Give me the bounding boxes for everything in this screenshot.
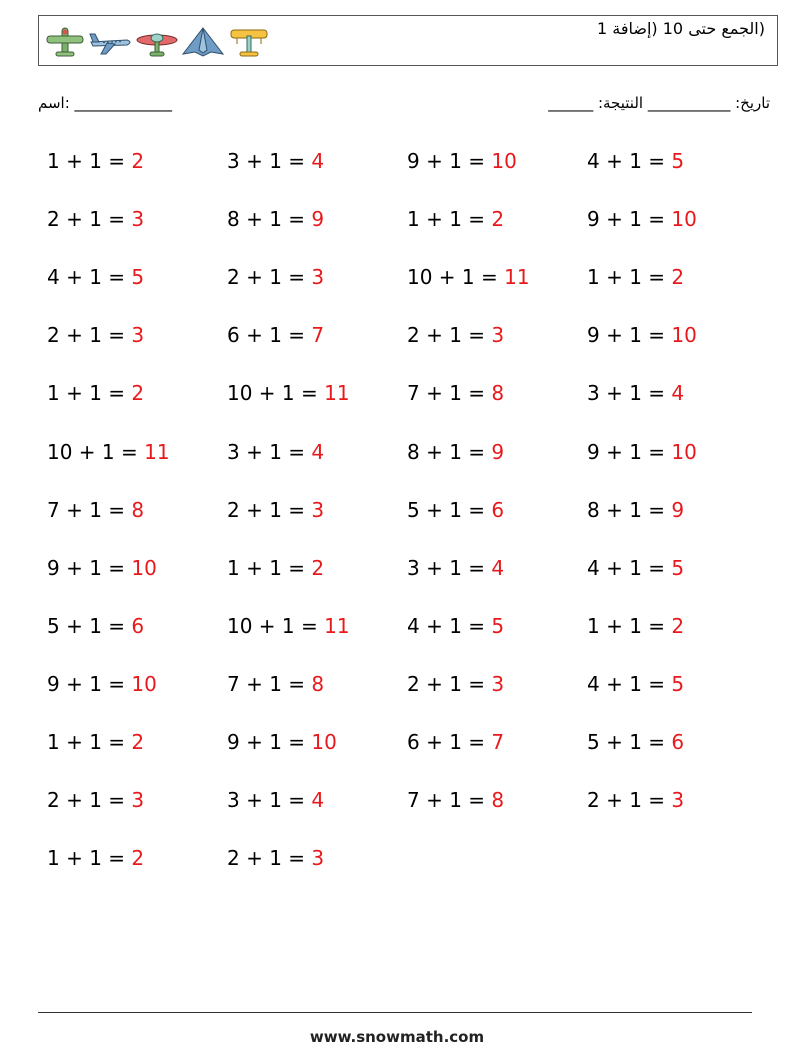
- problem-question: 10 + 1 =: [227, 613, 325, 638]
- problem-item: [407, 262, 530, 292]
- problem-item: [47, 437, 170, 467]
- problem-answer: 5: [491, 613, 505, 638]
- problem-question: 6 + 1 =: [407, 730, 492, 754]
- problem-question: 8 + 1 =: [227, 207, 312, 232]
- problem-question: 9 + 1 =: [47, 555, 132, 580]
- problem-answer: 10: [671, 323, 697, 348]
- problem-question: 5 + 1 =: [47, 613, 132, 638]
- problem-question: 9 + 1 =: [47, 671, 132, 696]
- problem-question: 1 + 1 =: [587, 265, 672, 290]
- problem-answer: 2: [131, 149, 145, 173]
- problem-item: [407, 669, 504, 699]
- problem-question: 9 + 1 =: [587, 439, 672, 464]
- problem-answer: 3: [491, 323, 505, 348]
- problem-answer: 5: [131, 265, 145, 290]
- problem-question: 4 + 1 =: [47, 265, 132, 290]
- problem-answer: 10: [491, 149, 517, 173]
- problem-question: 1 + 1 =: [47, 730, 132, 754]
- footer-url: www.snowmath.com: [309, 1028, 485, 1046]
- problem-answer: 8: [131, 497, 145, 522]
- problem-item: [227, 437, 324, 467]
- problem-item: [587, 204, 697, 234]
- problem-item: [407, 204, 504, 234]
- problem-answer: 9: [491, 439, 505, 464]
- problem-item: [47, 495, 144, 525]
- problem-item: [407, 437, 504, 467]
- problem-answer: 3: [131, 207, 145, 232]
- problem-item: [227, 785, 324, 815]
- problem-answer: 6: [671, 730, 685, 754]
- problem-answer: 2: [131, 730, 145, 754]
- yellow-biplane-icon: [227, 22, 271, 62]
- worksheet-title: (الجمع حتى 10 (إضافة 1: [597, 19, 765, 38]
- problem-answer: 9: [671, 497, 685, 522]
- problem-item: [407, 146, 517, 176]
- problem-item: [587, 378, 684, 408]
- problem-item: [227, 553, 324, 583]
- blue-jet-airplane-icon: [89, 22, 133, 62]
- problem-answer: 8: [491, 381, 505, 406]
- problem-answer: 2: [131, 381, 145, 406]
- problem-item: [587, 437, 697, 467]
- problem-question: 9 + 1 =: [587, 323, 672, 348]
- problem-item: [587, 320, 697, 350]
- problem-item: [587, 669, 684, 699]
- problem-item: [407, 611, 504, 641]
- problem-question: 9 + 1 =: [227, 730, 312, 754]
- problem-item: [47, 553, 157, 583]
- problem-question: 2 + 1 =: [227, 265, 312, 290]
- footer-divider: [38, 1012, 752, 1013]
- problem-answer: 3: [311, 497, 325, 522]
- problem-answer: 10: [671, 439, 697, 464]
- problem-question: 4 + 1 =: [587, 149, 672, 173]
- problem-item: [47, 785, 144, 815]
- problem-answer: 3: [131, 788, 145, 813]
- problem-question: 3 + 1 =: [227, 149, 312, 173]
- problem-answer: 6: [131, 613, 145, 638]
- problem-answer: 2: [311, 555, 325, 580]
- problem-question: 7 + 1 =: [407, 381, 492, 406]
- problem-answer: 8: [311, 671, 325, 696]
- problem-answer: 10: [131, 671, 157, 696]
- problem-question: 7 + 1 =: [47, 497, 132, 522]
- problem-item: [587, 611, 684, 641]
- problem-question: 3 + 1 =: [227, 788, 312, 813]
- problem-answer: 4: [491, 555, 505, 580]
- problem-item: [407, 378, 504, 408]
- problem-answer: 5: [671, 555, 685, 580]
- problem-question: 3 + 1 =: [587, 381, 672, 406]
- problem-item: [47, 727, 144, 757]
- problem-question: 2 + 1 =: [47, 207, 132, 232]
- red-propeller-plane-icon: [135, 22, 179, 62]
- problem-answer: 4: [311, 149, 325, 173]
- problem-item: [587, 262, 684, 292]
- problem-answer: 6: [491, 497, 505, 522]
- problem-item: [407, 553, 504, 583]
- problem-question: 1 + 1 =: [587, 613, 672, 638]
- problem-item: [47, 262, 144, 292]
- problem-question: 4 + 1 =: [587, 555, 672, 580]
- problem-item: [587, 495, 684, 525]
- problem-answer: 7: [491, 730, 505, 754]
- problem-item: [587, 553, 684, 583]
- problem-item: [407, 320, 504, 350]
- problem-question: 2 + 1 =: [407, 323, 492, 348]
- header-icons: [43, 22, 271, 62]
- problem-question: 10 + 1 =: [227, 381, 325, 406]
- problem-question: 4 + 1 =: [587, 671, 672, 696]
- problem-answer: 10: [311, 730, 337, 754]
- problem-answer: 11: [504, 265, 530, 290]
- problem-question: 10 + 1 =: [407, 265, 505, 290]
- problem-item: [407, 727, 504, 757]
- problem-question: 1 + 1 =: [47, 846, 132, 871]
- problem-item: [47, 611, 144, 641]
- problem-answer: 3: [311, 265, 325, 290]
- problem-answer: 2: [131, 846, 145, 871]
- problem-answer: 3: [131, 323, 145, 348]
- problem-answer: 8: [491, 788, 505, 813]
- problem-answer: 2: [671, 265, 685, 290]
- problem-answer: 11: [144, 439, 170, 464]
- problem-item: [227, 843, 324, 873]
- problem-answer: 9: [311, 207, 325, 232]
- problem-item: [587, 785, 684, 815]
- problem-question: 2 + 1 =: [407, 671, 492, 696]
- problem-question: 8 + 1 =: [407, 439, 492, 464]
- problem-question: 8 + 1 =: [587, 497, 672, 522]
- problem-item: [227, 146, 324, 176]
- problem-question: 5 + 1 =: [407, 497, 492, 522]
- problem-answer: 5: [671, 671, 685, 696]
- problem-answer: 10: [131, 555, 157, 580]
- problem-question: 3 + 1 =: [407, 555, 492, 580]
- problem-answer: 3: [311, 846, 325, 871]
- problem-item: [227, 669, 324, 699]
- problem-item: [227, 378, 350, 408]
- problem-item: [47, 669, 157, 699]
- problem-question: 10 + 1 =: [47, 439, 145, 464]
- date-score-fields: ______ :تاريخ: ___________ النتيجة: [548, 94, 770, 112]
- problem-question: 1 + 1 =: [407, 207, 492, 232]
- problem-question: 9 + 1 =: [407, 149, 492, 173]
- problem-question: 6 + 1 =: [227, 323, 312, 348]
- problem-item: [47, 843, 144, 873]
- problem-answer: 4: [671, 381, 685, 406]
- problem-question: 9 + 1 =: [587, 207, 672, 232]
- problem-answer: 4: [311, 788, 325, 813]
- problem-answer: 2: [671, 613, 685, 638]
- problem-answer: 11: [324, 613, 350, 638]
- name-field: اسم: _____________: [38, 94, 173, 112]
- blue-stealth-bomber-icon: [181, 22, 225, 62]
- problem-item: [587, 727, 684, 757]
- problem-question: 1 + 1 =: [227, 555, 312, 580]
- problem-question: 2 + 1 =: [227, 497, 312, 522]
- problem-answer: 3: [491, 671, 505, 696]
- problem-item: [47, 378, 144, 408]
- problem-item: [407, 495, 504, 525]
- problem-question: 1 + 1 =: [47, 149, 132, 173]
- problem-question: 7 + 1 =: [407, 788, 492, 813]
- problem-answer: 10: [671, 207, 697, 232]
- problem-item: [227, 495, 324, 525]
- problem-question: 2 + 1 =: [587, 788, 672, 813]
- problem-item: [227, 204, 324, 234]
- problem-question: 5 + 1 =: [587, 730, 672, 754]
- problem-item: [227, 320, 324, 350]
- problem-item: [47, 320, 144, 350]
- problem-answer: 3: [671, 788, 685, 813]
- problem-item: [587, 146, 684, 176]
- problem-answer: 11: [324, 381, 350, 406]
- problem-question: 7 + 1 =: [227, 671, 312, 696]
- problem-item: [227, 262, 324, 292]
- problem-question: 4 + 1 =: [407, 613, 492, 638]
- problem-question: 2 + 1 =: [47, 788, 132, 813]
- problem-item: [227, 611, 350, 641]
- problem-item: [47, 146, 144, 176]
- problem-item: [407, 785, 504, 815]
- green-airplane-icon: [43, 22, 87, 62]
- problem-item: [227, 727, 337, 757]
- problem-question: 2 + 1 =: [227, 846, 312, 871]
- problem-answer: 2: [491, 207, 505, 232]
- problem-question: 1 + 1 =: [47, 381, 132, 406]
- problem-answer: 7: [311, 323, 325, 348]
- problem-question: 2 + 1 =: [47, 323, 132, 348]
- problem-answer: 5: [671, 149, 685, 173]
- problem-answer: 4: [311, 439, 325, 464]
- problem-item: [47, 204, 144, 234]
- problem-question: 3 + 1 =: [227, 439, 312, 464]
- worksheet-header: [38, 15, 778, 66]
